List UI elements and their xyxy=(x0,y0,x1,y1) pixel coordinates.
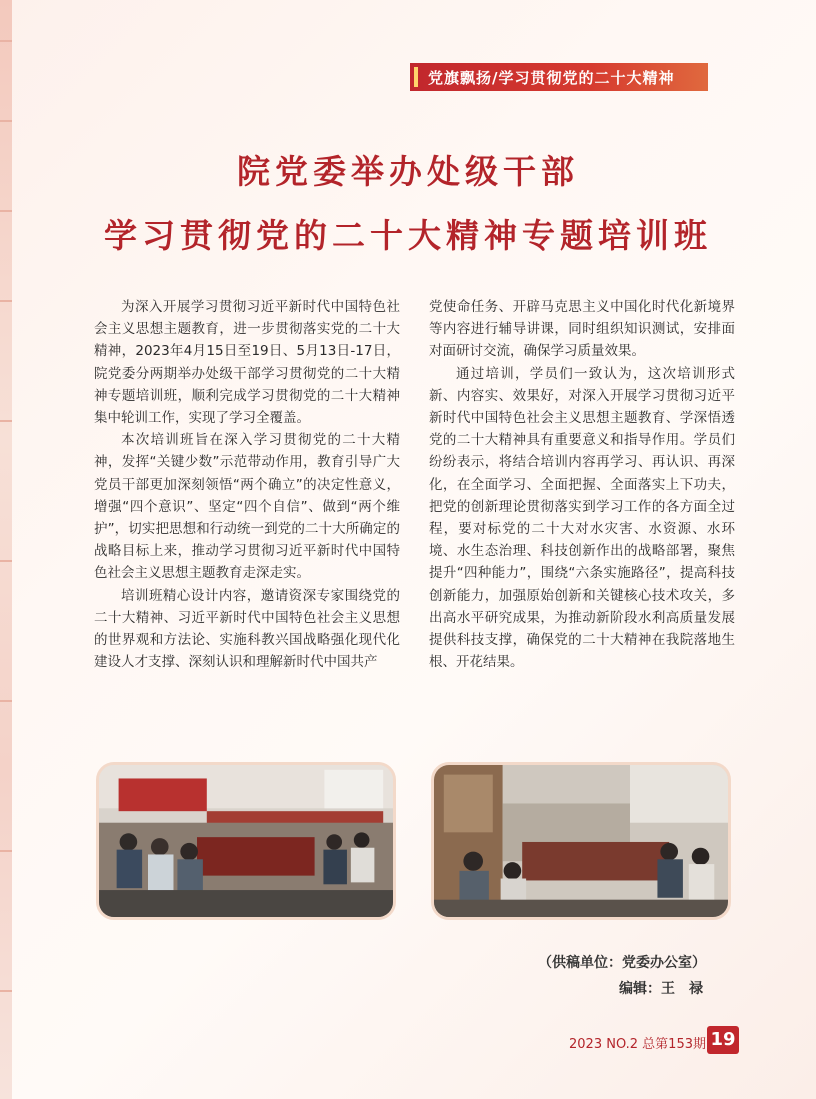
paragraph-continued: 党使命任务、开辟马克思主义中国化时代化新境界等内容进行辅导讲课，同时组织知识测试，安排面对面研讨交流，确保学习质量效果。 xyxy=(429,299,735,360)
issue-info: 2023 NO.2 总第153期 xyxy=(569,1037,706,1052)
right-text-column xyxy=(429,296,735,673)
paragraph: 本次培训班旨在深入学习贯彻党的二十大精神，发挥“关键少数”示范带动作用，教育引导广大党员干部更加深刻领悟“两个确立”的决定性意义，增强“四个意识”、坚定“四个自信”、做到“两个维护”，切实把思想和行动统一到党的二十大所确定的战略目标上来，推动学习贯彻习近平新时代中国特色社会主义思想主题教育走深走实。 xyxy=(94,432,400,582)
paragraph: 培训班精心设计内容，邀请资深专家围绕党的二十大精神、习近平新时代中国特色社会主义思想的世界观和方法论、实施科教兴国战略强化现代化建设人才支撑、深刻认识和理解新时代中国共产 xyxy=(94,587,400,671)
left-text-column xyxy=(94,296,400,673)
training-photo-left xyxy=(96,762,396,920)
article-title-line-1: 院党委举办处级干部 xyxy=(237,152,579,191)
editor-credit: 编辑：王 禄 xyxy=(619,981,703,997)
training-photo-right xyxy=(431,762,731,920)
paragraph: 通过培训，学员们一致认为，这次培训形式新、内容实、效果好，对深入开展学习贯彻习近平新时代中国特色社会主义思想主题教育、学深悟透党的二十大精神具有重要意义和指导作用。学员们纷纷表示，将结合培训内容再学习、再认识、再深化，在全面学习、全面把握、全面落实上下功夫，把党的创新理论贯彻落实到学习工作的各方面全过程，要对标党的二十大对水灾害、水资源、水环境、水生态治理、科技创新作出的战略部署，聚焦提升“四种能力”，围绕“六条实施路径”，提高科技创新能力，加强原始创新和关键核心技术攻关，多出高水平研究成果，为推动新阶段水利高质量发展提供科技支撑，确保党的二十大精神在我院落地生根、开花结果。 xyxy=(429,365,735,671)
section-header-bar xyxy=(410,63,708,91)
supplier-credit: （供稿单位：党委办公室） xyxy=(538,955,706,971)
article-title-line-2: 学习贯彻党的二十大精神专题培训班 xyxy=(104,216,712,255)
section-label: 党旗飘扬/学习贯彻党的二十大精神 xyxy=(428,68,675,87)
page-number: 19 xyxy=(707,1026,739,1054)
header-accent-tick xyxy=(414,67,418,87)
paragraph: 为深入开展学习贯彻习近平新时代中国特色社会主义思想主题教育，进一步贯彻落实党的二十大精神，2023年4月15日至19日、5月13日-17日，院党委分两期举办处级干部学习贯彻党的二十大精神专题培训班，顺利完成学习贯彻党的二十大精神集中轮训工作，实现了学习全覆盖。 xyxy=(94,299,400,427)
